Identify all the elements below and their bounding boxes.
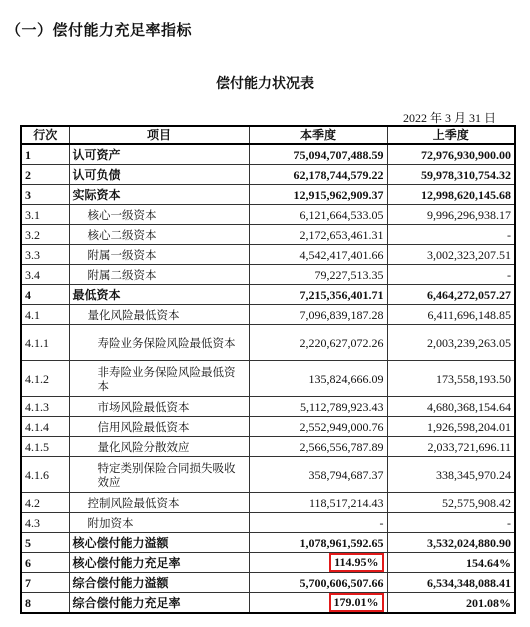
table-row xyxy=(21,361,515,397)
row-no: 3.2 xyxy=(21,225,69,245)
row-item: 市场风险最低资本 xyxy=(69,397,249,417)
table-row xyxy=(21,553,515,573)
table-row xyxy=(21,493,515,513)
row-current: 1,078,961,592.65 xyxy=(249,533,387,553)
row-current: 12,915,962,909.37 xyxy=(249,185,387,205)
row-previous: 9,996,296,938.17 xyxy=(387,205,515,225)
row-item: 核心偿付能力溢额 xyxy=(69,533,249,553)
row-current: 6,121,664,533.05 xyxy=(249,205,387,225)
row-previous: 59,978,310,754.32 xyxy=(387,165,515,185)
row-item: 量化风险分散效应 xyxy=(69,437,249,457)
row-previous: 173,558,193.50 xyxy=(387,361,515,397)
row-no: 4 xyxy=(21,285,69,305)
row-previous: - xyxy=(387,225,515,245)
row-item: 控制风险最低资本 xyxy=(69,493,249,513)
row-no: 4.1.3 xyxy=(21,397,69,417)
row-current: 2,220,627,072.26 xyxy=(249,325,387,361)
table-row xyxy=(21,397,515,417)
table-row xyxy=(21,265,515,285)
row-previous: 12,998,620,145.68 xyxy=(387,185,515,205)
header-current-quarter: 本季度 xyxy=(249,126,387,144)
row-no: 1 xyxy=(21,144,69,165)
row-current: 7,215,356,401.71 xyxy=(249,285,387,305)
row-item: 核心二级资本 xyxy=(69,225,249,245)
row-item: 综合偿付能力充足率 xyxy=(69,593,249,614)
row-current xyxy=(249,553,387,573)
row-previous: 4,680,368,154.64 xyxy=(387,397,515,417)
row-previous: 6,534,348,088.41 xyxy=(387,573,515,593)
row-previous: 154.64% xyxy=(387,553,515,573)
row-previous: 3,002,323,207.51 xyxy=(387,245,515,265)
row-current: 2,172,653,461.31 xyxy=(249,225,387,245)
row-item: 寿险业务保险风险最低资本 xyxy=(69,325,249,361)
row-item: 认可资产 xyxy=(69,144,249,165)
row-previous: 6,411,696,148.85 xyxy=(387,305,515,325)
table-header-row xyxy=(21,126,515,144)
row-item: 认可负债 xyxy=(69,165,249,185)
row-no: 3.4 xyxy=(21,265,69,285)
section-title: （一）偿付能力充足率指标 xyxy=(6,21,193,39)
table-title: 偿付能力状况表 xyxy=(216,76,314,92)
row-current: 5,700,606,507.66 xyxy=(249,573,387,593)
row-no: 4.3 xyxy=(21,513,69,533)
row-previous: 201.08% xyxy=(387,593,515,614)
solvency-table xyxy=(20,125,516,614)
header-item: 项目 xyxy=(69,126,249,144)
highlight-box-core-ratio: 114.95% xyxy=(329,553,383,572)
row-no: 3.1 xyxy=(21,205,69,225)
table-row xyxy=(21,437,515,457)
row-no: 8 xyxy=(21,593,69,614)
row-previous: 1,926,598,204.01 xyxy=(387,417,515,437)
row-no: 4.1.1 xyxy=(21,325,69,361)
header-row-no: 行次 xyxy=(21,126,69,144)
row-no: 6 xyxy=(21,553,69,573)
table-row xyxy=(21,144,515,165)
row-current: 7,096,839,187.28 xyxy=(249,305,387,325)
row-current: 4,542,417,401.66 xyxy=(249,245,387,265)
row-item: 核心一级资本 xyxy=(69,205,249,225)
row-no: 3.3 xyxy=(21,245,69,265)
row-no: 4.1.5 xyxy=(21,437,69,457)
row-previous: 52,575,908.42 xyxy=(387,493,515,513)
table-row xyxy=(21,205,515,225)
row-current: 75,094,707,488.59 xyxy=(249,144,387,165)
row-no: 4.1.4 xyxy=(21,417,69,437)
row-item: 附属二级资本 xyxy=(69,265,249,285)
table-row xyxy=(21,573,515,593)
row-no: 2 xyxy=(21,165,69,185)
row-previous: 2,033,721,696.11 xyxy=(387,437,515,457)
table-row xyxy=(21,185,515,205)
table-row xyxy=(21,245,515,265)
table-row xyxy=(21,225,515,245)
table-row xyxy=(21,325,515,361)
row-current: 118,517,214.43 xyxy=(249,493,387,513)
table-row xyxy=(21,417,515,437)
row-no: 4.1.2 xyxy=(21,361,69,397)
table-row xyxy=(21,513,515,533)
table-row xyxy=(21,305,515,325)
row-current: - xyxy=(249,513,387,533)
row-item: 量化风险最低资本 xyxy=(69,305,249,325)
row-item: 附属一级资本 xyxy=(69,245,249,265)
table-row xyxy=(21,457,515,493)
row-previous: 3,532,024,880.90 xyxy=(387,533,515,553)
row-item: 附加资本 xyxy=(69,513,249,533)
row-no: 7 xyxy=(21,573,69,593)
row-item: 特定类别保险合同损失吸收效应 xyxy=(69,457,249,493)
row-current: 5,112,789,923.43 xyxy=(249,397,387,417)
row-current: 2,566,556,787.89 xyxy=(249,437,387,457)
row-previous: 2,003,239,263.05 xyxy=(387,325,515,361)
row-no: 5 xyxy=(21,533,69,553)
row-current: 135,824,666.09 xyxy=(249,361,387,397)
report-date: 2022 年 3 月 31 日 xyxy=(402,111,496,125)
table-row xyxy=(21,165,515,185)
row-previous: - xyxy=(387,265,515,285)
row-previous: - xyxy=(387,513,515,533)
highlight-box-comprehensive-ratio: 179.01% xyxy=(329,593,384,612)
row-previous: 338,345,970.24 xyxy=(387,457,515,493)
header-previous-quarter: 上季度 xyxy=(387,126,515,144)
row-previous: 72,976,930,900.00 xyxy=(387,144,515,165)
row-current: 2,552,949,000.76 xyxy=(249,417,387,437)
row-item: 信用风险最低资本 xyxy=(69,417,249,437)
table-row xyxy=(21,285,515,305)
row-item: 核心偿付能力充足率 xyxy=(69,553,249,573)
row-no: 4.1 xyxy=(21,305,69,325)
row-no: 3 xyxy=(21,185,69,205)
row-no: 4.1.6 xyxy=(21,457,69,493)
table-row xyxy=(21,533,515,553)
row-current: 79,227,513.35 xyxy=(249,265,387,285)
row-no: 4.2 xyxy=(21,493,69,513)
row-item: 非寿险业务保险风险最低资本 xyxy=(69,361,249,397)
row-item: 综合偿付能力溢额 xyxy=(69,573,249,593)
row-item: 最低资本 xyxy=(69,285,249,305)
row-current xyxy=(249,593,387,614)
row-item: 实际资本 xyxy=(69,185,249,205)
row-previous: 6,464,272,057.27 xyxy=(387,285,515,305)
table-row xyxy=(21,593,515,614)
row-current: 358,794,687.37 xyxy=(249,457,387,493)
row-current: 62,178,744,579.22 xyxy=(249,165,387,185)
